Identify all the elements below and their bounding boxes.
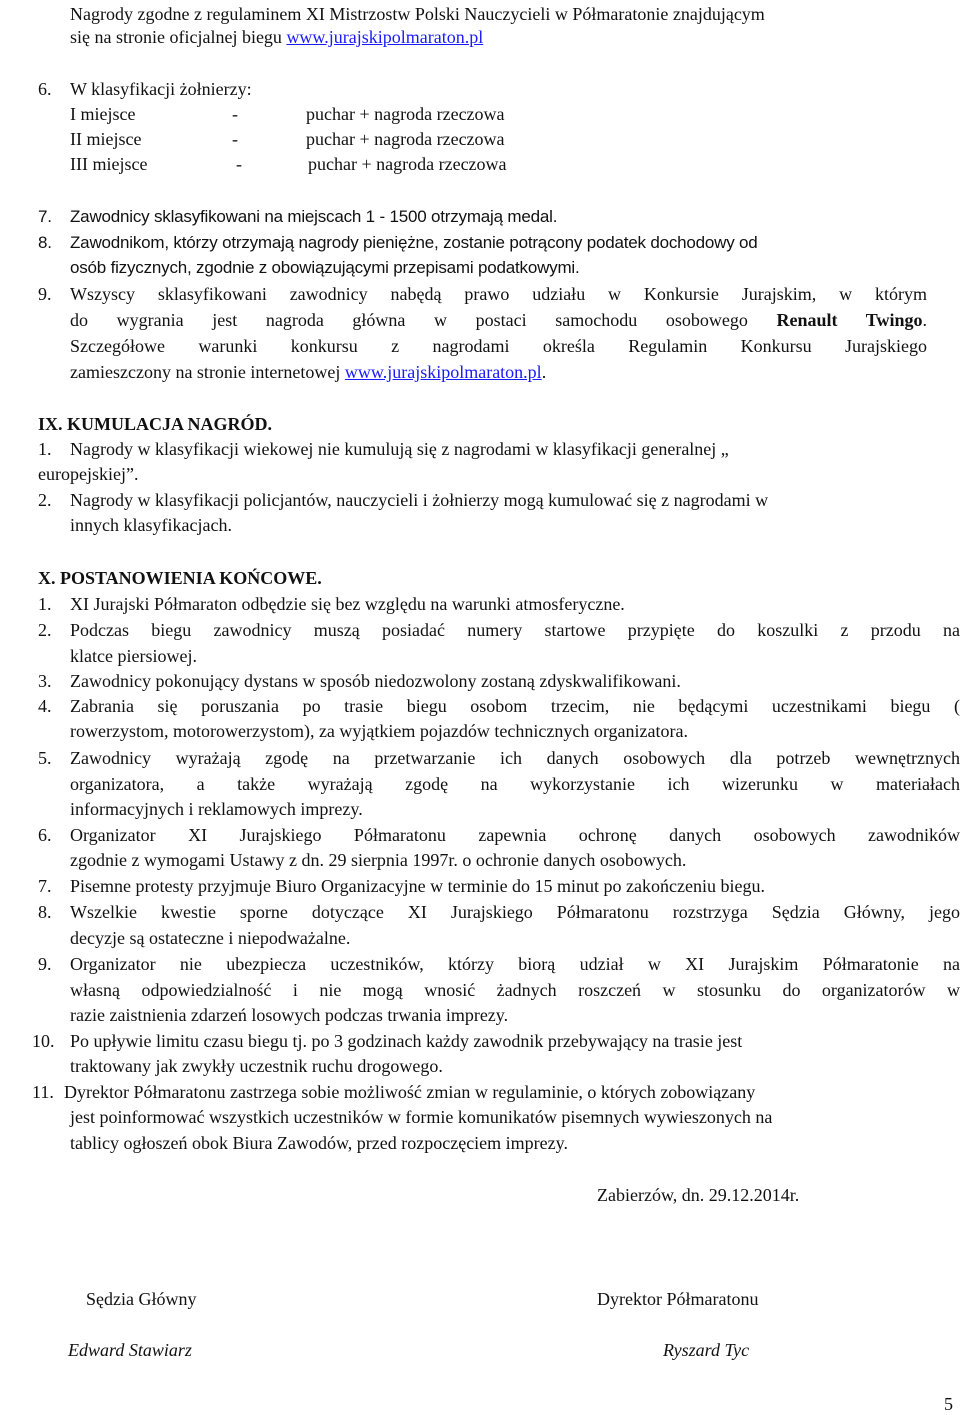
item-9-line-2 [70, 309, 927, 331]
soldier-dash-1: - [232, 104, 238, 124]
final-5-line-3: informacyjnych i reklamowych imprezy. [70, 799, 363, 819]
kumulacja-2-line-1: Nagrody w klasyfikacji policjantów, nauczycieli i żołnierzy mogą kumulować się z nagrodami w [70, 490, 769, 510]
website-link[interactable]: www.jurajskipolmaraton.pl [344, 362, 542, 382]
final-3-line-1: Zawodnicy pokonujący dystans w sposób niedozwolony zostaną zdyskwalifikowani. [70, 671, 681, 691]
intro-line-2 [70, 26, 483, 48]
item-9-line-4-end: . [541, 362, 547, 382]
item-7-text: Zawodnicy sklasyfikowani na miejscach 1 - 1500 otrzymają medal. [70, 207, 558, 226]
signature-left-title: Sędzia Główny [86, 1289, 197, 1309]
kumulacja-1-line-2: europejskiej”. [38, 464, 139, 484]
final-9-line-1: Organizator nie ubezpiecza uczestników, którzy biorą udział w XI Jurajskim Półmaratonie na [70, 954, 960, 974]
car-model: Renault Twingo [776, 310, 923, 330]
soldier-place-3: III miejsce [70, 154, 148, 174]
soldier-place-2: II miejsce [70, 129, 142, 149]
soldier-dash-3: - [236, 154, 242, 174]
final-5-line-2: organizatora, a także wyrażają zgodę na wykorzystanie ich wizerunku w materiałach [70, 774, 960, 794]
item-8-line-2: osób fizycznych, zgodnie z obowiązującymi przepisami podatkowymi. [70, 258, 580, 277]
item-number: 8. [38, 233, 52, 252]
section-heading: X. POSTANOWIENIA KOŃCOWE. [38, 568, 322, 588]
item-number: 4. [38, 696, 52, 716]
final-6-line-1: Organizator XI Jurajskiego Półmaratonu zapewnia ochronę danych osobowych zawodników [70, 825, 960, 845]
signature-left-name: Edward Stawiarz [68, 1340, 192, 1360]
kumulacja-2-line-2: innych klasyfikacjach. [70, 515, 232, 535]
final-10-line-2: traktowany jak zwykły uczestnik ruchu drogowego. [70, 1056, 443, 1076]
item-number: 10. [32, 1031, 55, 1051]
item-number: 9. [38, 284, 52, 304]
signature-right-title: Dyrektor Półmaratonu [597, 1289, 759, 1309]
final-8-line-1: Wszelkie kwestie sporne dotyczące XI Jurajskiego Półmaratonu rozstrzyga Sędzia Główny, jego [70, 902, 960, 922]
final-4-line-1: Zabrania się poruszania po trasie biegu osobom trzecim, nie będącymi uczestnikami biegu ( [70, 696, 960, 716]
item-9-line-1: Wszyscy sklasyfikowani zawodnicy nabędą prawo udziału w Konkursie Jurajskim, w którym [70, 284, 927, 304]
intro-line-2-text: się na stronie oficjalnej biegu [70, 27, 282, 47]
item-number: 1. [38, 439, 52, 459]
final-9-line-3: razie zaistnienia zdarzeń losowych podczas trwania imprezy. [70, 1005, 509, 1025]
final-7-line-1: Pisemne protesty przyjmuje Biuro Organizacyjne w terminie do 15 minut po zakończeniu biegu. [70, 876, 765, 896]
item-number: 7. [38, 207, 52, 226]
soldier-prize-3: puchar + nagroda rzeczowa [308, 154, 507, 174]
item-8-line-1: Zawodnikom, którzy otrzymają nagrody pieniężne, zostanie potrącony podatek dochodowy od [70, 233, 758, 252]
final-5-line-1: Zawodnicy wyrażają zgodę na przetwarzanie ich danych osobowych dla potrzeb wewnętrznych [70, 748, 960, 768]
place-date: Zabierzów, dn. 29.12.2014r. [597, 1185, 800, 1205]
item-number: 8. [38, 902, 52, 922]
item-number: 6. [38, 825, 52, 845]
item-number: 1. [38, 594, 52, 614]
website-link[interactable]: www.jurajskipolmaraton.pl [286, 27, 484, 47]
final-4-line-2: rowerzystom, motorowerzystom), za wyjątkiem pojazdów technicznych organizatora. [70, 721, 688, 741]
item-9-line-3: Szczegółowe warunki konkursu z nagrodami określa Regulamin Konkursu Jurajskiego [70, 336, 927, 356]
intro-line-1: Nagrody zgodne z regulaminem XI Mistrzostw Polski Nauczycieli w Półmaratonie znajdującym [70, 4, 765, 24]
item-number: 6. [38, 79, 52, 99]
item-number: 7. [38, 876, 52, 896]
final-9-line-2: własną odpowiedzialność i nie mogą wnosić żadnych roszczeń w stosunku do organizatorów w [70, 980, 960, 1000]
final-8-line-2: decyzje są ostateczne i niepodważalne. [70, 928, 351, 948]
item-6-title: W klasyfikacji żołnierzy: [70, 79, 252, 99]
section-heading: IX. KUMULACJA NAGRÓD. [38, 414, 272, 434]
final-11-line-1: Dyrektor Półmaratonu zastrzega sobie możliwość zmian w regulaminie, o których zobowiązany [64, 1082, 756, 1102]
final-11-line-2: jest poinformować wszystkich uczestników w formie komunikatów pisemnych wywieszonych na [70, 1107, 773, 1127]
item-9-line-2-end: . [922, 310, 927, 330]
item-number: 9. [38, 954, 52, 974]
kumulacja-1-line-1: Nagrody w klasyfikacji wiekowej nie kumulują się z nagrodami w klasyfikacji generalnej „ [70, 439, 729, 459]
item-number: 11. [32, 1082, 54, 1102]
item-9-line-4 [70, 361, 546, 383]
item-9-line-2-text: do wygrania jest nagroda główna w postaci samochodu osobowego [70, 310, 748, 330]
signature-right-name: Ryszard Tyc [663, 1340, 750, 1360]
final-1-line-1: XI Jurajski Półmaraton odbędzie się bez względu na warunki atmosferyczne. [70, 594, 625, 614]
final-2-line-2: klatce piersiowej. [70, 646, 197, 666]
final-11-line-3: tablicy ogłoszeń obok Biura Zawodów, przed rozpoczęciem imprezy. [70, 1133, 568, 1153]
soldier-place-1: I miejsce [70, 104, 136, 124]
item-9-line-4-text: zamieszczony na stronie internetowej [70, 362, 341, 382]
item-number: 3. [38, 671, 52, 691]
item-number: 2. [38, 620, 52, 640]
soldier-prize-2: puchar + nagroda rzeczowa [306, 129, 505, 149]
item-number: 5. [38, 748, 52, 768]
final-6-line-2: zgodnie z wymogami Ustawy z dn. 29 sierpnia 1997r. o ochronie danych osobowych. [70, 850, 687, 870]
soldier-prize-1: puchar + nagroda rzeczowa [306, 104, 505, 124]
page-number: 5 [944, 1394, 953, 1414]
final-2-line-1: Podczas biegu zawodnicy muszą posiadać numery startowe przypięte do koszulki z przodu na [70, 620, 960, 640]
soldier-dash-2: - [232, 129, 238, 149]
final-10-line-1: Po upływie limitu czasu biegu tj. po 3 godzinach każdy zawodnik przebywający na trasie jest [70, 1031, 743, 1051]
item-number: 2. [38, 490, 52, 510]
